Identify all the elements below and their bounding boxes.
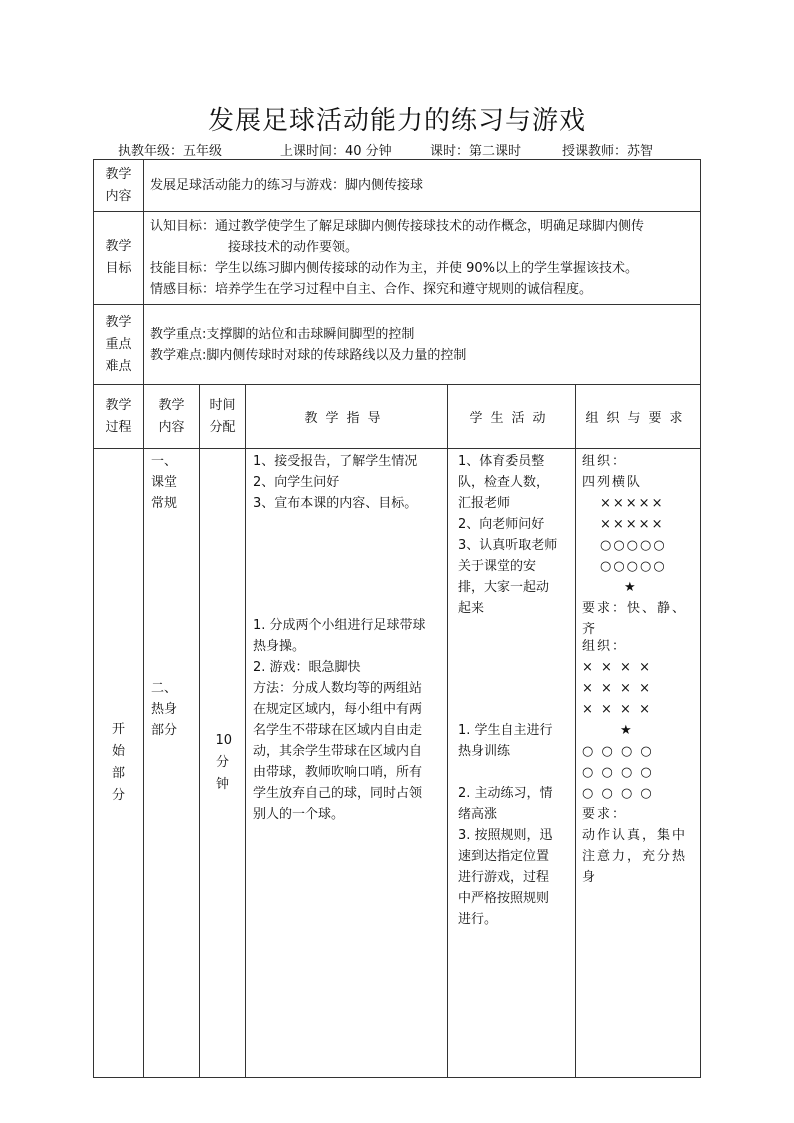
row-goals	[94, 212, 701, 305]
org2-line: × × × ×	[582, 660, 652, 675]
student1-line: 1、体育委员整	[458, 454, 545, 469]
org-list-warmup	[582, 636, 687, 888]
student1-line: 汇报老师	[458, 496, 511, 511]
goals-cell	[144, 212, 701, 305]
goal-cognitive-cont: 接球技术的动作要领。	[228, 240, 359, 255]
student2-line: 1. 学生自主进行	[458, 723, 553, 738]
header-process: 教学过程	[94, 385, 144, 449]
org2-line: 注意力，充分热	[582, 849, 688, 864]
goal-cognitive: 认知目标：通过教学使学生了解足球脚内侧传接球技术的动作概念，明确足球脚内侧传	[150, 219, 645, 234]
key-focus: 教学重点:支撑脚的站位和击球瞬间脚型的控制	[150, 326, 415, 342]
org-cell	[576, 449, 701, 1078]
guide2-line: 别人的一个球。	[253, 807, 345, 822]
org2-line: ○ ○ ○ ○	[582, 765, 654, 780]
lesson-plan-table	[93, 159, 701, 1078]
student1-line: 2、向老师问好	[458, 517, 545, 532]
header-org: 组织与要求	[576, 385, 701, 449]
guide1-line: 3、宣布本课的内容、目标。	[253, 496, 418, 511]
header-guide: 教学指导	[246, 385, 448, 449]
student1-line: 3、认真听取老师	[458, 538, 558, 553]
student2-line: 热身训练	[458, 744, 511, 759]
guide2-line: 1. 分成两个小组进行足球带球	[253, 618, 426, 633]
key-difficulty: 教学难点:脚内侧传球时对球的传球路线以及力量的控制	[150, 347, 467, 363]
guide1-line: 2、向学生问好	[253, 475, 340, 490]
guide2-line: 在规定区域内，每小组中有两	[253, 702, 423, 717]
student-list-warmup	[458, 720, 553, 930]
org2-line: ○ ○ ○ ○	[582, 744, 654, 759]
guide2-line: 名学生不带球在区域内自由走	[253, 723, 423, 738]
student1-line: 队，检查人数，	[458, 475, 550, 490]
guide2-line: 动，其余学生带球在区域内自	[253, 744, 423, 759]
section-content-cell	[144, 449, 200, 1078]
org1-line: ★	[624, 580, 638, 595]
student2-line: 进行游戏，过程	[458, 870, 550, 885]
part2-title: 二、热身部分	[151, 681, 178, 738]
student1-line: 排，大家一起动	[458, 580, 550, 595]
org2-line: 身	[582, 870, 598, 885]
info-teacher: 授课教师：苏智	[562, 144, 654, 159]
org1-line: ○○○○○	[600, 559, 667, 574]
student2-line: 进行。	[458, 912, 498, 927]
org1-line: 齐	[582, 622, 598, 637]
info-time: 上课时间：40 分钟	[280, 144, 392, 159]
student2-line: 绪高涨	[458, 807, 498, 822]
section-name: 开始部分	[94, 449, 144, 1078]
org-list-routine	[582, 451, 687, 640]
guide2-line: 学生放弃自己的球，同时占领	[253, 786, 423, 801]
goal-skill: 技能目标：学生以练习脚内侧传接球的动作为主，并使 90%以上的学生掌握该技术。	[150, 261, 639, 276]
label-content: 教学内容	[94, 160, 144, 212]
part1-title: 一、课堂常规	[151, 454, 178, 511]
goal-emotion: 情感目标：培养学生在学习过程中自主、合作、探究和遵守规则的诚信程度。	[150, 282, 593, 297]
guide2-line: 2. 游戏：眼急脚快	[253, 660, 361, 675]
org2-line: ★	[620, 723, 634, 738]
org2-line: 动作认真，集中	[582, 828, 688, 843]
org2-line: × × × ×	[582, 702, 652, 717]
guide-cell	[246, 449, 448, 1078]
student1-line: 起来	[458, 601, 485, 616]
content-text: 发展足球活动能力的练习与游戏：脚内侧传接球	[144, 160, 701, 212]
org2-line: ○ ○ ○ ○	[582, 786, 654, 801]
row-content	[94, 160, 701, 212]
guide2-line: 热身操。	[253, 639, 306, 654]
row-keypoints	[94, 305, 701, 385]
guide-list-routine	[253, 451, 417, 514]
document-title: 发展足球活动能力的练习与游戏	[207, 106, 586, 136]
student1-line: 关于课堂的安	[458, 559, 537, 574]
guide1-line: 1、接受报告，了解学生情况	[253, 454, 418, 469]
guide2-line: 由带球，教师吹响口哨，所有	[253, 765, 423, 780]
student2-line: 3. 按照规则，迅	[458, 828, 553, 843]
header-student: 学生活动	[448, 385, 576, 449]
student-cell	[448, 449, 576, 1078]
org1-line: ○○○○○	[600, 538, 667, 553]
org1-line: 四列横队	[582, 475, 643, 490]
org2-line: 组织：	[582, 639, 628, 654]
header-time: 时间分配	[200, 385, 246, 449]
student2-line	[458, 762, 553, 783]
row-header	[94, 385, 701, 449]
org1-line: ×××××	[600, 517, 665, 532]
label-goals: 教学目标	[94, 212, 144, 305]
guide-list-warmup	[253, 615, 426, 825]
student2-line: 中严格按照规则	[458, 891, 550, 906]
info-period: 课时：第二课时	[430, 144, 522, 159]
org1-line: 要求：快、静、	[582, 601, 688, 616]
section-time: 10分钟	[200, 449, 246, 1078]
org2-line: × × × ×	[582, 681, 652, 696]
info-grade: 执教年级：五年级	[118, 144, 223, 159]
student2-line: 速到达指定位置	[458, 849, 550, 864]
org1-line: ×××××	[600, 496, 665, 511]
label-keypoints: 教学重点难点	[94, 305, 144, 385]
student-list-routine	[458, 451, 557, 619]
org2-line: 要求：	[582, 807, 628, 822]
header-content: 教学内容	[144, 385, 200, 449]
org1-line: 组织：	[582, 454, 628, 469]
student2-line: 2. 主动练习，情	[458, 786, 553, 801]
guide2-line: 方法：分成人数均等的两组站	[253, 681, 423, 696]
row-start-section	[94, 449, 701, 1078]
keypoints-cell	[144, 305, 701, 385]
